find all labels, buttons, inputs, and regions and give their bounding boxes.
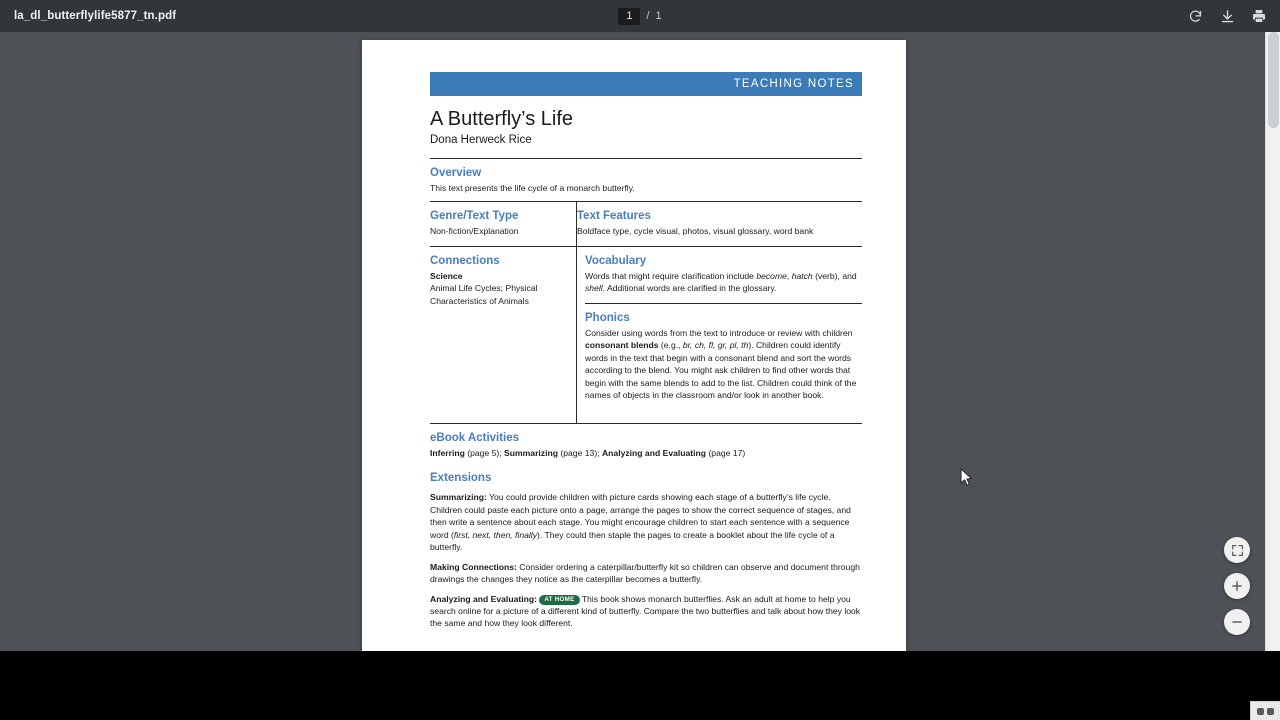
page-navigation [0, 0, 1280, 32]
text-features-cell [576, 202, 862, 245]
corner-resize-widget[interactable] [1250, 701, 1280, 720]
connections-subject: Science [430, 270, 463, 281]
document-scroll-area[interactable] [0, 32, 1280, 651]
extensions-heading: Extensions [430, 472, 492, 485]
vocab-phonics-cell [576, 247, 862, 423]
document-author: Dona Herweck Rice [430, 134, 532, 146]
phonics-heading: Phonics [585, 311, 630, 324]
page-separator: / [646, 9, 650, 22]
corner-icon-right [1267, 708, 1274, 715]
vocabulary-text: Words that might require clarification include become, hatch (verb), and shell. Additional words are clarified in the glossary. [585, 270, 857, 294]
download-icon [1220, 9, 1235, 24]
zoom-out-icon [1230, 615, 1244, 629]
genre-text: Non-fiction/Explanation [430, 226, 519, 237]
vocabulary-section [585, 247, 862, 303]
pdf-page-content [430, 72, 862, 630]
vertical-scrollbar[interactable] [1265, 32, 1280, 651]
document-title: A Butterfly’s Life [430, 108, 574, 130]
vocabulary-heading: Vocabulary [585, 254, 647, 267]
ebook-activities-heading: eBook Activities [430, 431, 520, 444]
overview-heading: Overview [430, 167, 482, 179]
fit-to-page-button[interactable] [1224, 537, 1250, 563]
pdf-toolbar [0, 0, 1280, 32]
at-home-badge: AT HOME [539, 595, 579, 605]
print-button[interactable] [1246, 3, 1272, 29]
zoom-in-icon [1230, 579, 1244, 593]
zoom-in-button[interactable] [1224, 573, 1250, 599]
page-number-input[interactable] [618, 8, 640, 25]
overview-text: This text presents the life cycle of a monarch butterfly. [430, 183, 635, 193]
pdf-page [362, 40, 906, 651]
zoom-controls [1224, 537, 1250, 635]
ebook-activities-section [430, 424, 862, 466]
phonics-text: Consider using words from the text to introduce or review with children consonant blends (e.g., br, ch, fl, gr, pl, th). Children could identify words in the text that begin with a consonant blend and sort the words according to the blend. You might ask children to find other words that begin with the same blends to add to the list. Children could think of the names of objects in the classroom and/or look in another book. [585, 327, 857, 401]
connections-cell [430, 247, 576, 423]
connections-vocab-row [430, 247, 862, 423]
total-pages-label: 1 [655, 9, 662, 22]
extensions-section [430, 472, 862, 630]
toolbar-actions [1182, 0, 1272, 32]
corner-icon-left [1257, 708, 1264, 715]
teaching-notes-label: TEACHING NOTES [733, 78, 854, 90]
overview-section [430, 159, 862, 201]
extensions-summarizing: Summarizing: You could provide children with picture cards showing each stage of a butterfly’s life cycle. Children could paste each picture onto a page, arrange the pages to show the correct sequence of stages, and then write a sentence about each stage. You might encourage children to start each sentence with a sequence word (first, next, then, finally). They could then staple the pages to create a booklet about the life cycle of a butterfly. [430, 492, 851, 553]
zoom-out-button[interactable] [1224, 609, 1250, 635]
rotate-icon [1188, 9, 1203, 24]
extensions-making-connections: Making Connections: Consider ordering a caterpillar/butterfly kit so children can observe and document through drawings the changes they notice as the caterpillar becomes a butterfly. [430, 561, 860, 585]
genre-heading: Genre/Text Type [430, 210, 519, 223]
download-button[interactable] [1214, 3, 1240, 29]
fit-to-page-icon [1231, 544, 1244, 557]
extensions-analyzing: Analyzing and Evaluating: AT HOME This book shows monarch butterflies. Ask an adult at home to help you search online for a picture of a different kind of butterfly. Compare the two butterflies and talk about how they look the same and how they look different. [430, 593, 861, 629]
rotate-button[interactable] [1182, 3, 1208, 29]
ebook-activities-text: Inferring (page 5); Summarizing (page 13); Analyzing and Evaluating (page 17) [430, 447, 746, 458]
text-features-heading: Text Features [577, 210, 651, 223]
document-filename: la_dl_butterflylife5877_tn.pdf [14, 10, 177, 22]
scrollbar-thumb[interactable] [1268, 32, 1279, 128]
genre-cell [430, 202, 576, 245]
connections-heading: Connections [430, 254, 500, 267]
connections-text: Animal Life Cycles; Physical Characteristics of Animals [430, 283, 538, 306]
print-icon [1251, 8, 1267, 24]
mouse-cursor [960, 468, 973, 492]
text-features-text: Boldface type, cycle visual, photos, visual glossary, word bank [577, 226, 814, 237]
genre-features-row [430, 202, 862, 245]
phonics-section [585, 304, 862, 410]
teaching-notes-banner [430, 72, 862, 96]
